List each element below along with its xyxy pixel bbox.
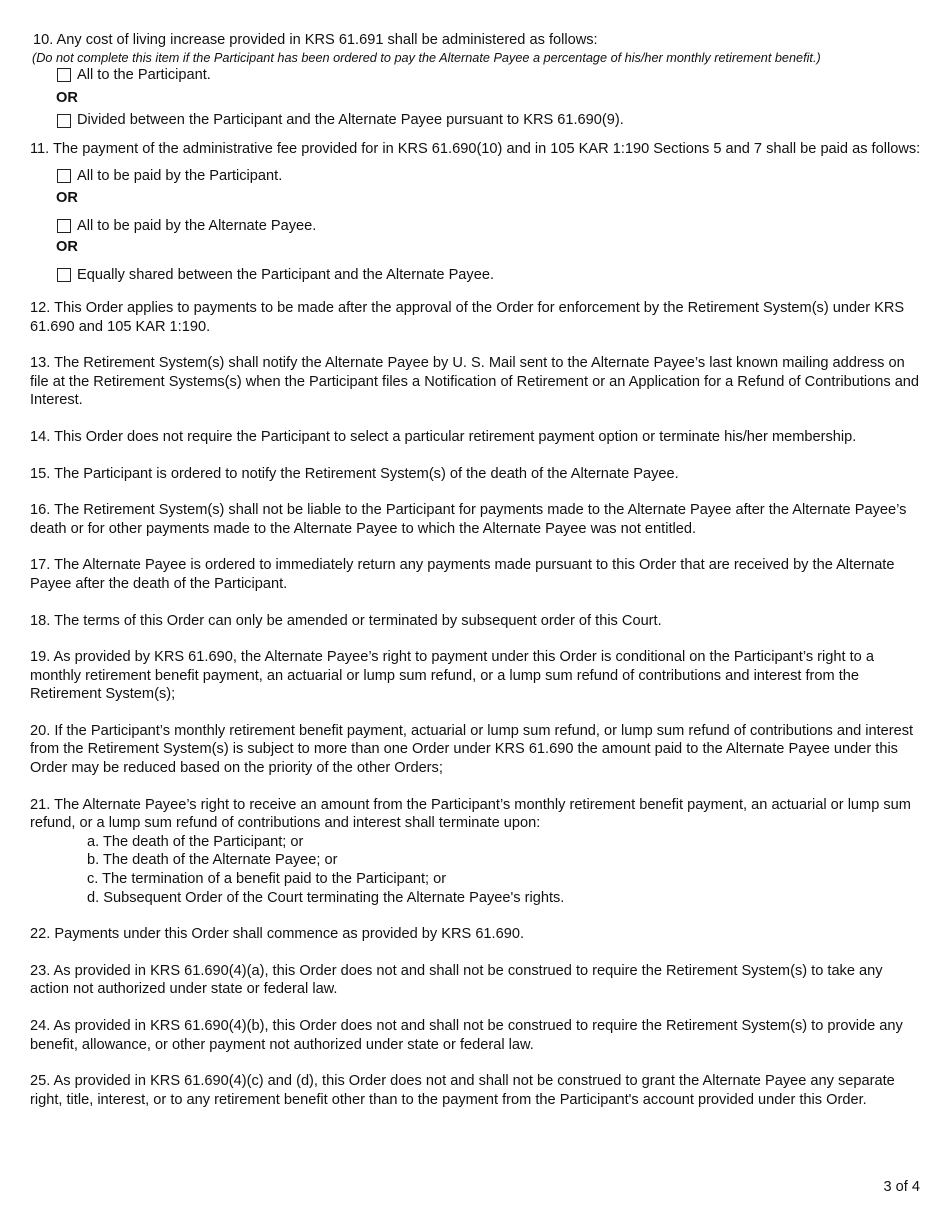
item-18: 18. The terms of this Order can only be amended or terminated by subsequent order of this Court. [30, 612, 662, 629]
item-11-option-a [30, 167, 922, 186]
item-14: 14. This Order does not require the Participant to select a particular retirement payment option or terminate his/her membership. [30, 428, 857, 445]
item-10-option-a-label: All to the Participant. [77, 66, 211, 83]
item-19: 19. As provided by KRS 61.690, the Alternate Payee’s right to payment under this Order is conditional on the Participant’s right to a monthly retirement benefit payment, an actuarial or lump sum refund, or a lump sum refund of contributions and interest from the Retirement System(s); [30, 649, 874, 703]
list-item: c. The termination of a benefit paid to the Participant; or [87, 871, 447, 888]
or-label: OR [56, 239, 78, 256]
item-10-option-a [30, 66, 922, 85]
item-17: 17. The Alternate Payee is ordered to immediately return any payments made pursuant to this Order that are received by the Alternate Payee after the death of the Participant. [30, 557, 895, 592]
checkbox-item-11-b[interactable] [57, 219, 71, 233]
checkbox-item-11-c[interactable] [57, 268, 71, 282]
item-20: 20. If the Participant’s monthly retirement benefit payment, actuarial or lump sum refund, or lump sum refund of contributions and interest from the Retirement System(s) is subject to more than one Order under KRS 61.690 the amount paid to the Alternate Payee under this Order may be reduced based on the priority of the other Orders; [30, 722, 914, 777]
list-item: d. Subsequent Order of the Court terminating the Alternate Payee's rights. [87, 889, 565, 906]
list-item: b. The death of the Alternate Payee; or [87, 852, 338, 869]
item-10: 10. Any cost of living increase provided in KRS 61.691 shall be administered as follows: [33, 32, 598, 48]
item-24: 24. As provided in KRS 61.690(4)(b), this Order does not and shall not be construed to require the Retirement System(s) to provide any benefit, allowance, or other payment not authorized under state or federal law. [30, 1018, 903, 1053]
item-25: 25. As provided in KRS 61.690(4)(c) and (d), this Order does not and shall not be construed to grant the Alternate Payee any separate right, title, interest, or to any retirement benefit other than to the payment from the Participant's account provided under this Order. [30, 1073, 895, 1108]
item-10-option-b-label: Divided between the Participant and the Alternate Payee pursuant to KRS 61.690(9). [77, 112, 624, 129]
item-12: 12. This Order applies to payments to be made after the approval of the Order for enforcement by the Retirement System(s) under KRS 61.690 and 105 KAR 1:190. [30, 299, 905, 335]
item-11-option-b [30, 216, 922, 235]
item-11-option-c-label: Equally shared between the Participant and the Alternate Payee. [77, 267, 495, 284]
document-page [30, 31, 922, 1109]
or-label: OR [56, 89, 78, 106]
checkbox-item-10-a[interactable] [57, 68, 71, 82]
or-label: OR [56, 189, 78, 206]
item-11: 11. The payment of the administrative fee provided for in KRS 61.690(10) and in 105 KAR 1:190 Sections 5 and 7 shall be paid as follows: [30, 141, 921, 158]
item-23: 23. As provided in KRS 61.690(4)(a), this Order does not and shall not be construed to require the Retirement System(s) to take any action not authorized under state or federal law. [30, 962, 883, 998]
item-13: 13. The Retirement System(s) shall notify the Alternate Payee by U. S. Mail sent to the Alternate Payee’s last known mailing address on file at the Retirement Systems(s) when the Participant files a Notification of Retirement or an Application for a Refund of Contributions and Interest. [30, 355, 920, 409]
page-number: 3 of 4 [883, 1179, 920, 1195]
item-11-option-b-label: All to be paid by the Alternate Payee. [77, 217, 317, 234]
item-16: 16. The Retirement System(s) shall not be liable to the Participant for payments made to the Alternate Payee after the Alternate Payee’s death or for other payments made to the Alternate Payee to which the Alternate Payee was not entitled. [30, 502, 907, 537]
item-11-option-c [30, 266, 922, 285]
item-15: 15. The Participant is ordered to notify the Retirement System(s) of the death of the Alternate Payee. [30, 465, 679, 482]
item-10-note: (Do not complete this item if the Participant has been ordered to pay the Alternate Payee a percentage of his/her monthly retirement benefit.) [32, 50, 821, 65]
list-item: a. The death of the Participant; or [87, 833, 304, 850]
checkbox-item-11-a[interactable] [57, 169, 71, 183]
item-10-option-b [30, 111, 922, 130]
item-21: 21. The Alternate Payee’s right to receive an amount from the Participant’s monthly retirement benefit payment, an actuarial or lump sum refund, or a lump sum refund of contributions and interest shall terminate upon: [30, 796, 911, 832]
checkbox-item-10-b[interactable] [57, 114, 71, 128]
item-21-sublist [30, 833, 922, 907]
item-11-option-a-label: All to be paid by the Participant. [77, 167, 283, 184]
item-22: 22. Payments under this Order shall commence as provided by KRS 61.690. [30, 926, 525, 943]
